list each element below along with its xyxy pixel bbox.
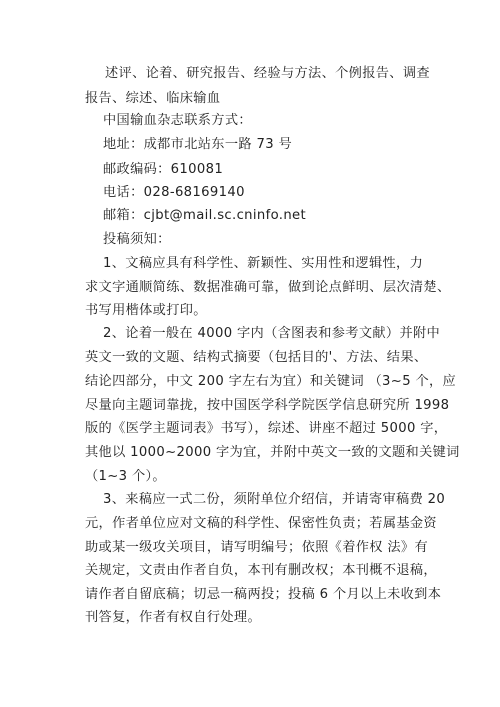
text-line: 结论四部分，中文 200 字左右为宜）和关键词 （3~5 个，应 [85, 374, 457, 389]
text-line: 助或某一级攻关项目，请写明编号；依照《着作权 法》有 [85, 540, 428, 555]
text-line: 中国输血杂志联系方式： [103, 113, 252, 128]
text-line: 述评、论着、研究报告、经验与方法、个例报告、调查 [105, 66, 430, 81]
text-line: 尽量向主题词靠拢，按中国医学科学院医学信息研究所 1998 [85, 398, 450, 413]
text-line: 邮政编码：610081 [103, 162, 224, 177]
text-line: 元，作者单位应对文稿的科学性、保密性负责；若属基金资 [85, 516, 437, 531]
text-line: （1~3 个）。 [85, 469, 166, 484]
text-line: 3、来稿应一式二份，须附单位介绍信，并请寄审稿费 20 [103, 492, 446, 507]
text-line: 邮箱：cjbt@mail.sc.cninfo.net [103, 208, 307, 223]
text-line: 地址：成都市北站东一路 73 号 [103, 137, 293, 152]
text-line: 投稿须知： [103, 232, 171, 247]
text-line: 刊答复，作者有权自行处理。 [85, 610, 261, 625]
text-line: 报告、综述、临床输血 [85, 91, 221, 106]
text-line: 2、论着一般在 4000 字内（含图表和参考文献）并附中 [103, 326, 441, 341]
text-line: 版的《医学主题词表》书写），综述、讲座不超过 5000 字， [85, 421, 448, 436]
text-line: 书写用楷体或打印。 [85, 303, 207, 318]
text-line: 请作者自留底稿；切忌一稿两投；投稿 6 个月以上未收到本 [85, 587, 442, 602]
text-line: 求文字通顺简练、数据准确可靠，做到论点鲜明、层次清楚、 [85, 280, 451, 295]
text-line: 英文一致的文题、结构式摘要（包括目的'、方法、结果、 [85, 350, 428, 365]
text-line: 关规定，文责由作者自负，本刊有删改权；本刊概不退稿， [85, 563, 437, 578]
text-line: 其他以 1000~2000 字为宜，并附中英文一致的文题和关键词 [85, 445, 460, 460]
text-line: 电话：028-68169140 [103, 185, 245, 200]
text-line: 1、文稿应具有科学性、新颖性、实用性和逻辑性，力 [103, 256, 424, 271]
